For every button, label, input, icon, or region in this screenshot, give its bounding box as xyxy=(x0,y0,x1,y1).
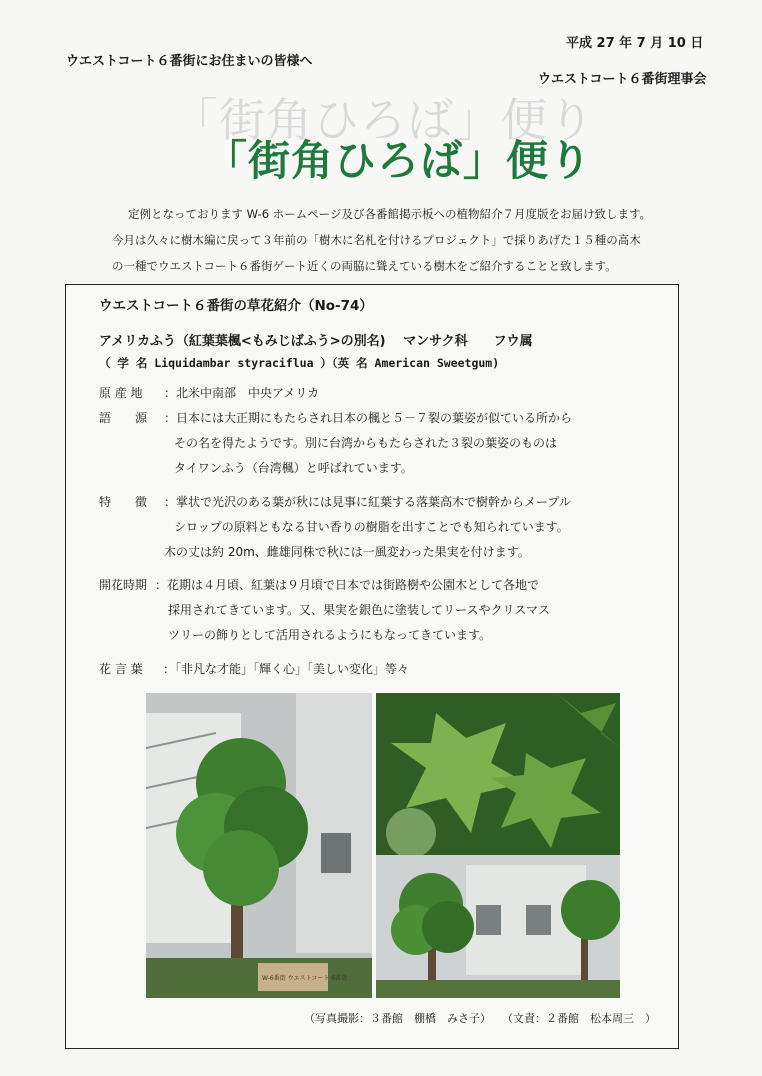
origin-label: 原 産 地 xyxy=(99,386,143,400)
etymology-line-3: タイワンふう（台湾楓）と呼ばれています。 xyxy=(174,461,413,475)
photo-credit: （写真撮影：３番館 棚橋 みさ子） （文責：２番館 松本周三 ） xyxy=(304,1012,656,1025)
bloom-line-1: ：花期は４月頃、紅葉は９月頃で日本では街路樹や公園木として各地で xyxy=(155,578,540,592)
origin-text: ：北米中南部 中央アメリカ xyxy=(164,386,320,400)
sign-text: W-6番街 ウエストコート 6番街 xyxy=(262,975,348,982)
etymology-label: 語 源 xyxy=(99,411,148,425)
intro-line-1: 定例となっております W-6 ホームページ及び各番館掲示板への植物紹介７月度版をお届け致します。 xyxy=(128,207,652,221)
intro-line-3: の一種でウエストコート６番街ゲート近くの両脇に聳えている樹木をご紹介することと致します。 xyxy=(112,259,617,273)
bloom-line-2: 採用されてきています。又、果実を銀色に塗装してリースやクリスマス xyxy=(168,603,550,617)
features-line-1: ：掌状で光沢のある葉が秋には見事に紅葉する落葉高木で樹幹からメープル xyxy=(164,495,571,509)
leaf-closeup-photo xyxy=(376,693,620,855)
features-line-3: 木の丈は約 20m、雌雄同株で秋には一風変わった果実を付けます。 xyxy=(164,545,530,559)
tree-photo-left xyxy=(146,693,372,998)
flower-words-text: ：「非凡な才能」「輝く心」「美しい変化」等々 xyxy=(163,662,410,676)
tree-photo-right xyxy=(376,855,620,998)
page-title: 「街角ひろば」便り xyxy=(205,136,593,185)
etymology-line-1: ：日本には大正期にもたらされ日本の楓と５－７裂の葉姿が似ている所から xyxy=(164,411,573,425)
etymology-line-2: その名を得たようです。別に台湾からもたらされた３裂の葉姿のものは xyxy=(174,436,558,450)
bloom-line-3: ツリーの飾りとして活用されるようにもなってきています。 xyxy=(168,628,492,642)
salutation: ウエストコート６番街にお住まいの皆様へ xyxy=(66,54,313,69)
title-shadow: 「街角ひろば」便り xyxy=(172,93,595,147)
features-label: 特 徴 xyxy=(99,495,148,509)
box-heading: ウエストコート６番街の草花紹介（No-74） xyxy=(99,298,373,314)
flower-words-label: 花 言 葉 xyxy=(99,662,143,676)
scientific-name: （ 学 名 Liquidambar styraciflua ）（英 名 American Sweetgum) xyxy=(99,356,500,370)
intro-line-2: 今月は久々に樹木編に戻って３年前の「樹木に名札を付けるプロジェクト」で採りあげた１５種の高木 xyxy=(112,233,641,247)
document-date: 平成 27 年 7 月 10 日 xyxy=(566,36,704,51)
sender: ウエストコート６番街理事会 xyxy=(538,72,707,87)
bloom-label: 開花時期 xyxy=(99,578,148,592)
features-line-2: シロップの原料ともなる甘い香りの樹脂を出すことでも知られています。 xyxy=(174,520,569,534)
plant-name: アメリカふう（紅葉葉楓<もみじばふう>の別名) マンサク科 フウ属 xyxy=(99,334,533,349)
